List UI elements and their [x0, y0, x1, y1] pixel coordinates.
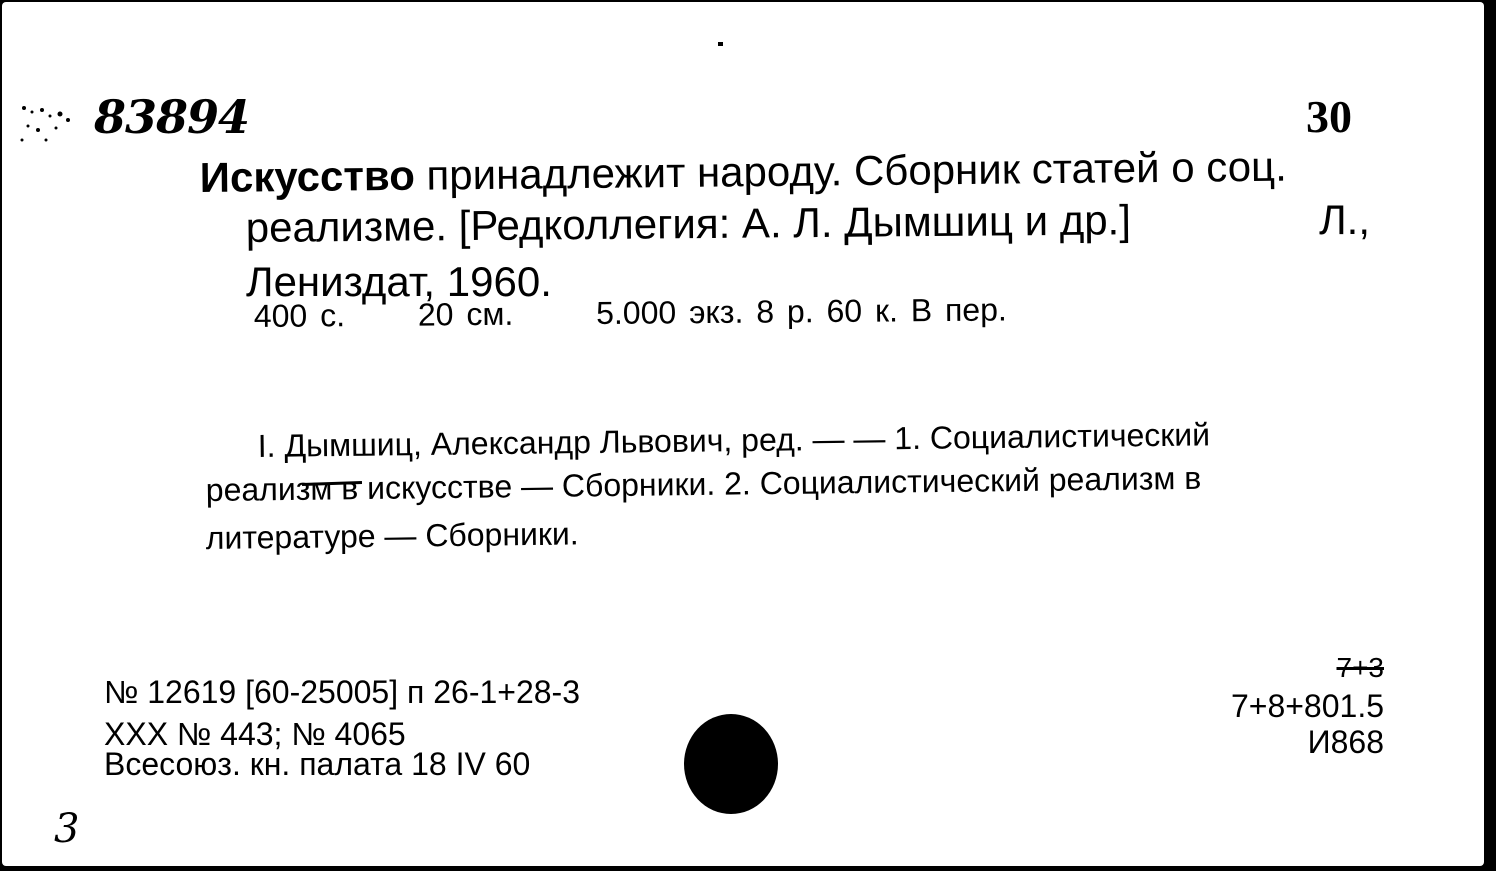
physical-description	[254, 291, 1007, 335]
handwritten-mark: 3	[54, 806, 80, 852]
size: 20 см.	[417, 295, 514, 333]
title-heading-word: Искусство	[199, 151, 416, 202]
pages: 400 с.	[253, 297, 346, 335]
card-number: 30	[1306, 91, 1352, 142]
imprint-line-3: Всесоюз. кн. палата 18 IV 60	[104, 746, 531, 782]
title-line-2-place: Л.,	[1319, 196, 1370, 243]
tracing-line-1: I. Дымшиц, Александр Львович, ред. — — 1. Социалистический	[257, 416, 1211, 465]
title-line-1	[199, 143, 1287, 202]
punch-hole	[684, 714, 778, 814]
author-mark: И868	[1307, 724, 1384, 760]
imprint-line-1: № 12619 [60-25005] п 26-1+28-3	[104, 674, 580, 710]
speck	[718, 42, 723, 46]
imprint-line-2: XXX № 443; № 4065	[104, 716, 406, 752]
catalog-card	[2, 2, 1484, 866]
inventory-number: 83894	[94, 90, 250, 144]
tracing-line-3: литературе — Сборники.	[205, 515, 579, 557]
tracing-line-2: реализм в искусстве — Сборники. 2. Социалистический реализм в	[205, 459, 1202, 509]
print-run-price: 5.000 экз. 8 р. 60 к. В пер.	[595, 291, 1007, 332]
title-line-3: Лениздат, 1960.	[246, 258, 552, 305]
classification-code: 7+8+801.5	[1230, 688, 1384, 724]
title-line-1-rest: принадлежит народу. Сборник статей о соц.	[414, 142, 1288, 199]
smudge-mark	[16, 100, 74, 150]
title-line-2: реализме. [Редколлегия: А. Л. Дымшиц и др.]	[245, 196, 1132, 252]
crossed-code: 7+3	[1336, 652, 1384, 683]
